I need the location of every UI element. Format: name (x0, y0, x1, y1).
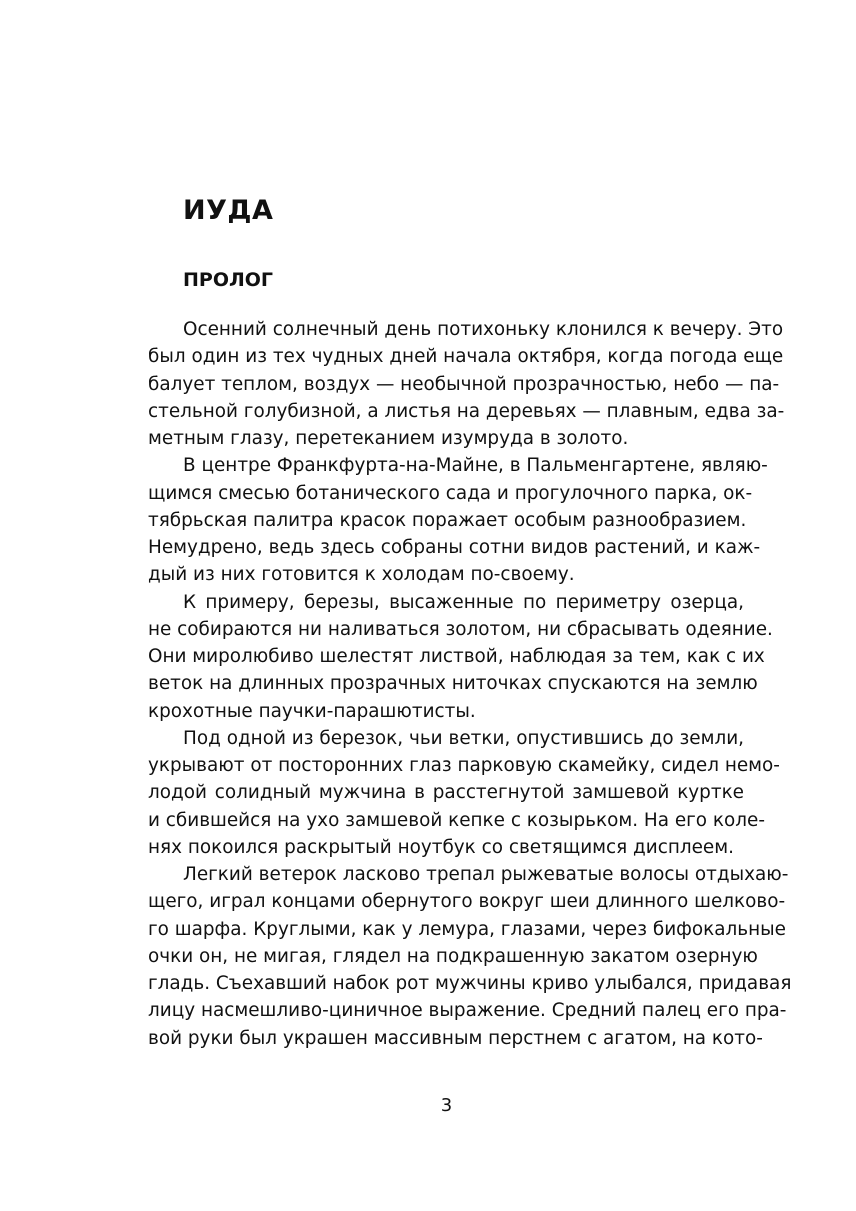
paragraph (148, 725, 780, 861)
text-line: вой руки был украшен массивным перстнем с агатом, на кото- (148, 1027, 763, 1049)
text-line: щимся смесью ботанического сада и прогулочного парка, ок- (148, 482, 753, 504)
text-line: тябрьская палитра красок поражает особым разнообразием. (148, 509, 747, 531)
text-line: щего, играл концами обернутого вокруг шеи длинного шелково- (148, 891, 786, 913)
text-line: не собираются ни наливаться золотом, ни сбрасывать одеяние. (148, 618, 773, 640)
text-line: Осенний солнечный день потихоньку клонился к вечеру. Это (183, 319, 784, 340)
text-line: го шарфа. Круглыми, как у лемура, глазами, через бифокальные (148, 918, 786, 940)
text-line: метным глазу, перетеканием изумруда в золото. (148, 428, 629, 449)
text-line: был один из тех чудных дней начала октября, когда погода еще (148, 346, 784, 368)
text-line: К примеру, березы, высаженные по периметру озерца, (183, 591, 744, 613)
text-line: гладь. Съехавший набок рот мужчины криво улыбался, придавая (148, 973, 792, 994)
text-line: лицу насмешливо-циничное выражение. Средний палец его пра- (148, 1000, 787, 1022)
text-line: крохотные паучки-парашютисты. (148, 700, 476, 722)
text-line: лодой солидный мужчина в расстегнутой замшевой куртке (148, 782, 744, 804)
text-line: стельной голубизной, а листья на деревьях — плавным, едва за- (148, 400, 785, 422)
paragraph (148, 452, 768, 588)
paragraph (148, 589, 773, 725)
text-line: и сбившейся на ухо замшевой кепке с козырьком. На его коле- (148, 809, 765, 831)
body-text (148, 316, 792, 1052)
text-line: дый из них готовится к холодам по-своему. (148, 564, 575, 586)
chapter-title: ПРОЛОГ (183, 269, 274, 291)
text-line: очки он, не мигая, глядел на подкрашенную закатом озерную (148, 945, 758, 967)
text-line: нях покоился раскрытый ноутбук со светящимся дисплеем. (148, 836, 734, 858)
paragraph (148, 861, 792, 1052)
text-line: укрывают от посторонних глаз парковую скамейку, сидел немо- (148, 755, 780, 776)
text-line: балует теплом, воздух — необычной прозрачностью, небо — па- (148, 373, 780, 395)
text-line: веток на длинных прозрачных ниточках спускаются на землю (148, 673, 758, 695)
text-line: Немудрено, ведь здесь собраны сотни видов растений, и каж- (148, 537, 761, 558)
text-line: В центре Франкфурта-на-Майне, в Пальменгартене, являю- (183, 455, 768, 477)
text-line: Они миролюбиво шелестят листвой, наблюдая за тем, как с их (148, 646, 765, 667)
page-number: 3 (440, 1095, 453, 1116)
book-title: ИУДА (183, 195, 274, 226)
paragraph (148, 316, 785, 452)
text-line: Легкий ветерок ласково трепал рыжеватые волосы отдыхаю- (183, 864, 789, 885)
text-line: Под одной из березок, чьи ветки, опустившись до земли, (183, 727, 744, 749)
